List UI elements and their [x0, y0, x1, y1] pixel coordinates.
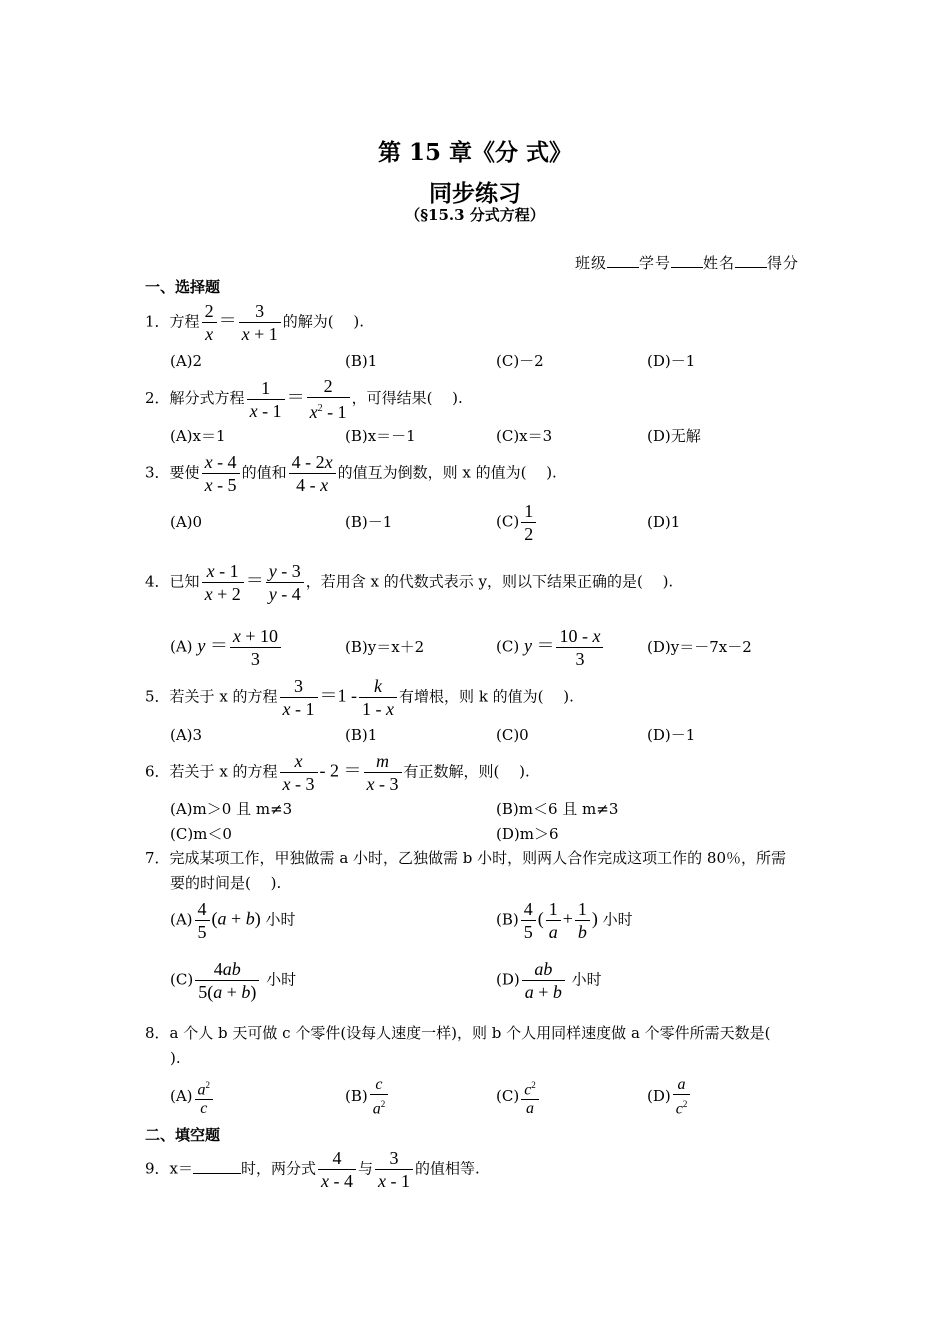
- fraction: $\frac{2}{x}$: [202, 300, 217, 345]
- fraction: $\frac{ab}{a + b}$: [522, 958, 565, 1003]
- q7-option-a: (A) $\frac{4}{5}$ (a + b) 小时: [170, 899, 296, 942]
- question-4: 4．已知 $\frac{x - 1}{x + 2}$ ＝ $\frac{y - 3}{y - 4}$ ，若用含 x 的代数式表示 y，则以下结果正确的是( ).: [145, 561, 674, 604]
- q5-option-b: (B)1: [345, 726, 378, 744]
- question-7: 7．完成某项工作，甲独做需 a 小时，乙独做需 b 小时，则两人合作完成这项工作的 80％，所需: [145, 849, 787, 867]
- q5-option-a: (A)3: [170, 726, 203, 744]
- fraction: $\frac{3}{x + 1}$: [239, 300, 281, 345]
- q6-option-c: (C)m＜0: [170, 825, 232, 843]
- fraction: $\frac{2}{x^2 - 1}$: [307, 375, 350, 423]
- q3-option-c: (C) $\frac{1}{2}$: [496, 500, 538, 545]
- fraction: $\frac{4}{5}$: [521, 898, 536, 943]
- q5-option-d: (D)－1: [647, 726, 696, 744]
- fraction: $\frac{k}{1 - x}$: [359, 675, 397, 720]
- question-9: 9．x＝ 时，两分式 $\frac{4}{x - 4}$ 与 $\frac{3}{x - 1}$ 的值相等.: [145, 1148, 480, 1191]
- fraction: $\frac{1}{a}$: [546, 898, 561, 943]
- q4-option-a: (A) y ＝ $\frac{x + 10}{3}$: [170, 625, 283, 670]
- answer-blank[interactable]: [193, 1173, 241, 1174]
- fraction: $\frac{x + 10}{3}$: [230, 625, 281, 670]
- q8-option-c: (C) $\frac{c^2}{a}$: [496, 1076, 541, 1118]
- name-label: 姓名: [703, 254, 736, 272]
- class-label: 班级: [575, 254, 608, 272]
- fraction: $\frac{10 - x}{3}$: [556, 625, 603, 670]
- q1-option-d: (D)－1: [647, 352, 696, 370]
- name-blank: [735, 267, 767, 268]
- fraction: $\frac{c^2}{a}$: [521, 1076, 539, 1118]
- section-heading-choice: 一、选择题: [145, 278, 221, 296]
- number-label: 学号: [639, 254, 672, 272]
- q1-option-b: (B)1: [345, 352, 378, 370]
- q7-option-d: (D) $\frac{ab}{a + b}$ 小时: [496, 959, 602, 1002]
- question-2: 2．解分式方程 $\frac{1}{x - 1}$ ＝ $\frac{2}{x^2 - 1}$ ，可得结果( ).: [145, 376, 463, 422]
- q4-option-b: (B)y＝x＋2: [345, 638, 425, 656]
- fraction: $\frac{3}{x - 1}$: [375, 1147, 413, 1192]
- score-label: 得分: [767, 254, 800, 272]
- q2-option-b: (B)x＝－1: [345, 427, 416, 445]
- fraction: $\frac{x - 1}{x + 2}$: [202, 560, 244, 605]
- q8-option-a: (A) $\frac{a^2}{c}$: [170, 1076, 215, 1118]
- fraction: $\frac{m}{x - 3}$: [364, 750, 402, 795]
- chapter-title: 第 15 章《分 式》: [377, 139, 573, 166]
- fraction: $\frac{y - 3}{y - 4}$: [266, 560, 304, 605]
- q3-option-a: (A)0: [170, 513, 203, 531]
- student-info-row: [575, 253, 799, 273]
- q2-option-d: (D)无解: [647, 427, 701, 445]
- fraction: $\frac{4 - 2x}{4 - x}$: [289, 451, 336, 496]
- q1-option-c: (C)－2: [496, 352, 544, 370]
- q4-option-d: (D)y＝－7x－2: [647, 638, 752, 656]
- class-blank: [607, 267, 639, 268]
- q4-option-c: (C) y ＝ $\frac{10 - x}{3}$: [496, 625, 605, 670]
- q7-option-c: (C) $\frac{4ab}{5(a + b)}$ 小时: [170, 959, 297, 1002]
- q6-option-a: (A)m＞0 且 m≠3: [170, 800, 293, 818]
- fraction: $\frac{a}{c^2}$: [673, 1076, 691, 1118]
- question-1: 1．方程 $\frac{2}{x}$ ＝ $\frac{3}{x + 1}$ 的解为( ).: [145, 301, 364, 344]
- fraction: $\frac{4}{x - 4}$: [318, 1147, 356, 1192]
- fraction: $\frac{3}{x - 1}$: [280, 675, 318, 720]
- q5-option-c: (C)0: [496, 726, 529, 744]
- section-heading-fill: 二、填空题: [145, 1126, 221, 1144]
- fraction: $\frac{1}{b}$: [575, 898, 590, 943]
- q2-option-c: (C)x＝3: [496, 427, 553, 445]
- fraction: $\frac{1}{2}$: [521, 500, 536, 545]
- question-3: 3．要使 $\frac{x - 4}{x - 5}$ 的值和 $\frac{4 - 2x}{4 - x}$ 的值互为倒数，则 x 的值为( ).: [145, 452, 557, 495]
- fraction: $\frac{x}{x - 3}$: [280, 750, 318, 795]
- fraction: $\frac{4}{5}$: [195, 898, 210, 943]
- question-7-line2: 要的时间是( ).: [170, 874, 282, 892]
- section-label: （§15.3 分式方程）: [405, 206, 545, 224]
- question-5: 5．若关于 x 的方程 $\frac{3}{x - 1}$ ＝1 - $\frac{k}{1 - x}$ 有增根，则 k 的值为( ).: [145, 676, 574, 719]
- page-subtitle: 同步练习: [429, 180, 521, 207]
- q6-option-d: (D)m＞6: [496, 825, 559, 843]
- q1-option-a: (A)2: [170, 352, 203, 370]
- question-6: 6．若关于 x 的方程 $\frac{x}{x - 3}$ - 2 ＝ $\frac{m}{x - 3}$ 有正数解，则( ).: [145, 751, 530, 794]
- q2-option-a: (A)x＝1: [170, 427, 226, 445]
- question-8: 8．a 个人 b 天可做 c 个零件(设每人速度一样)，则 b 个人用同样速度做 a 个零件所需天数是(: [145, 1024, 771, 1042]
- fraction: $\frac{a^2}{c}$: [195, 1076, 214, 1118]
- number-blank: [671, 267, 703, 268]
- q8-option-b: (B) $\frac{c}{a^2}$: [345, 1076, 390, 1118]
- fraction: $\frac{c}{a^2}$: [370, 1076, 389, 1118]
- fraction: $\frac{4ab}{5(a + b)}$: [195, 958, 259, 1003]
- q8-option-d: (D) $\frac{a}{c^2}$: [647, 1076, 692, 1118]
- q3-option-b: (B)－1: [345, 513, 393, 531]
- fraction: $\frac{x - 4}{x - 5}$: [202, 451, 240, 496]
- q7-option-b: (B) $\frac{4}{5}$ ( $\frac{1}{a}$ + $\frac{1}{b}$ ) 小时: [496, 899, 633, 942]
- q6-option-b: (B)m＜6 且 m≠3: [496, 800, 619, 818]
- q3-option-d: (D)1: [647, 513, 681, 531]
- question-8-line2: ).: [170, 1049, 181, 1067]
- fraction: $\frac{1}{x - 1}$: [247, 377, 285, 422]
